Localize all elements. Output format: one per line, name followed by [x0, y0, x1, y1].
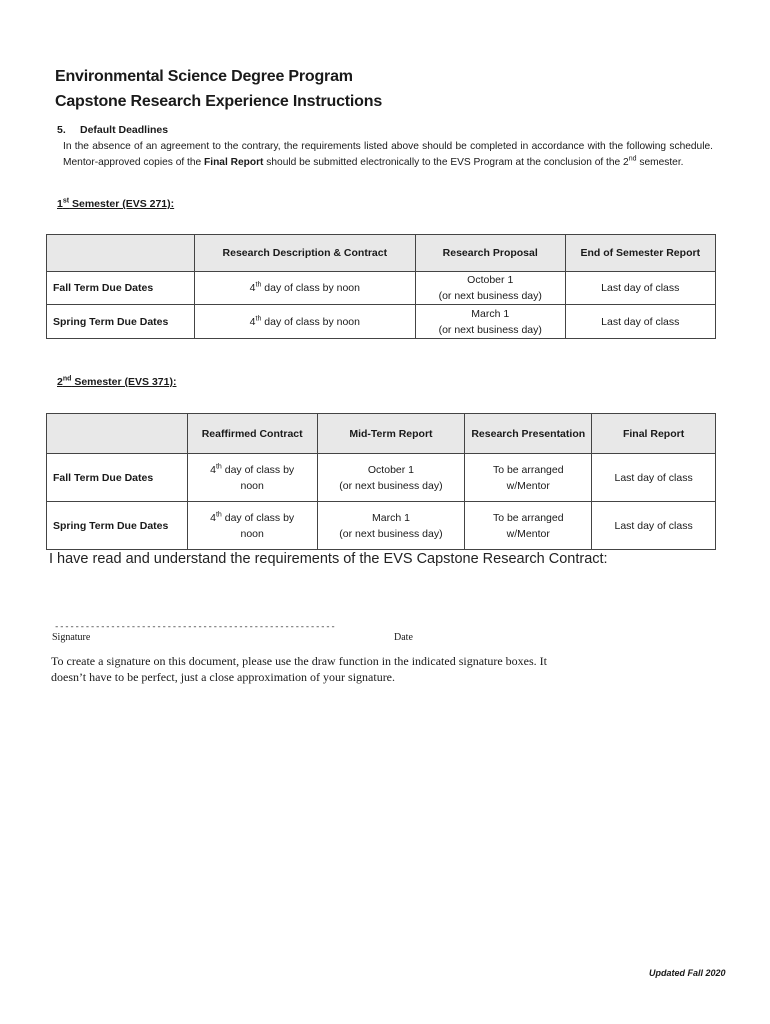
superscript: nd — [62, 375, 72, 383]
cell-text: (or next business day) — [339, 527, 443, 540]
cell-text: 4 — [249, 315, 256, 328]
agreement-statement: I have read and understand the requirements of the EVS Capstone Research Contract: — [49, 551, 608, 567]
section-title: Default Deadlines — [80, 124, 169, 136]
superscript: st — [62, 197, 70, 205]
table-cell — [194, 272, 415, 305]
table-header-row — [47, 414, 716, 454]
paragraph-bold-term: Final Report — [204, 157, 264, 168]
table-cell — [317, 454, 465, 502]
table-cell — [194, 305, 415, 339]
superscript: nd — [628, 155, 637, 163]
cell-text: day of class by noon — [261, 315, 360, 328]
signature-label: Signature — [52, 632, 91, 643]
table-header-row — [47, 235, 716, 272]
cell-text: To be arranged — [492, 463, 564, 476]
column-header: Final Report — [592, 414, 716, 454]
table-cell: Last day of class — [565, 272, 715, 305]
cell-text: (or next business day) — [438, 323, 542, 336]
cell-text: day of class by — [221, 463, 295, 476]
table-row — [47, 305, 716, 339]
cell-text: March 1 — [371, 511, 410, 524]
semester1-deadlines-table — [46, 234, 716, 339]
heading-text: Semester (EVS 371): — [71, 376, 177, 388]
date-label: Date — [394, 632, 413, 643]
row-label: Spring Term Due Dates — [47, 305, 195, 339]
table-cell — [415, 305, 565, 339]
table-row — [47, 272, 716, 305]
paragraph-text: semester. — [636, 157, 684, 168]
updated-footer: Updated Fall 2020 — [649, 968, 726, 978]
section-heading — [57, 124, 168, 136]
signature-instructions: To create a signature on this document, please use the draw function in the indicated signature boxes. It doesn’t have to be perfect, just a close approximation of your signature. — [51, 654, 548, 684]
heading-text: 2 — [57, 376, 63, 388]
column-header — [47, 235, 195, 272]
column-header: Research Description & Contract — [194, 235, 415, 272]
table-cell: Last day of class — [592, 454, 716, 502]
superscript: th — [255, 315, 262, 322]
paragraph-text: should be submitted electronically to the EVS Program at the conclusion of the 2 — [263, 157, 629, 168]
cell-text: (or next business day) — [339, 479, 443, 492]
superscript: th — [215, 463, 222, 470]
superscript: th — [255, 281, 262, 289]
cell-text: (or next business day) — [438, 290, 542, 302]
column-header: Research Proposal — [415, 235, 565, 272]
cell-text: 4 — [249, 282, 256, 294]
table-row — [47, 502, 716, 550]
table-cell — [317, 502, 465, 550]
cell-text: w/Mentor — [506, 479, 550, 492]
deadlines-paragraph — [63, 139, 713, 171]
table-row — [47, 454, 716, 502]
document-subtitle: Capstone Research Experience Instructions — [55, 93, 383, 110]
table-cell — [187, 454, 317, 502]
cell-text: noon — [240, 527, 264, 540]
cell-text: day of class by — [221, 511, 295, 524]
cell-text: w/Mentor — [506, 527, 550, 540]
document-title: Environmental Science Degree Program — [55, 68, 353, 85]
table-cell — [415, 272, 565, 305]
table-cell — [465, 454, 592, 502]
paragraph-text: In the absence of an agreement to the contrary, the requirements listed above should be completed in accordance with the following schedule. Mentor-approved copies of the — [63, 141, 713, 168]
superscript: th — [215, 511, 222, 518]
cell-text: day of class by noon — [261, 282, 360, 294]
row-label: Fall Term Due Dates — [47, 454, 188, 502]
section-number: 5. — [57, 124, 66, 136]
column-header: Reaffirmed Contract — [187, 414, 317, 454]
cell-text: October 1 — [367, 463, 414, 476]
semester2-deadlines-table — [46, 413, 716, 550]
table-cell — [187, 502, 317, 550]
column-header: End of Semester Report — [565, 235, 715, 272]
heading-text: 1 — [57, 198, 63, 210]
cell-text: October 1 — [467, 274, 514, 286]
semester2-heading — [57, 376, 176, 388]
column-header — [47, 414, 188, 454]
table-cell: Last day of class — [565, 305, 715, 339]
row-label: Fall Term Due Dates — [47, 272, 195, 305]
cell-text: 4 — [210, 463, 216, 476]
cell-text: 4 — [210, 511, 216, 524]
cell-text: noon — [240, 479, 264, 492]
cell-text: March 1 — [471, 307, 510, 320]
cell-text: To be arranged — [492, 511, 564, 524]
row-label: Spring Term Due Dates — [47, 502, 188, 550]
column-header: Research Presentation — [465, 414, 592, 454]
semester1-heading — [57, 198, 174, 210]
signature-field[interactable]: ------------------------------------------------------- — [54, 622, 336, 632]
table-cell: Last day of class — [592, 502, 716, 550]
column-header: Mid-Term Report — [317, 414, 465, 454]
table-cell — [465, 502, 592, 550]
heading-text: Semester (EVS 271): — [69, 198, 175, 210]
